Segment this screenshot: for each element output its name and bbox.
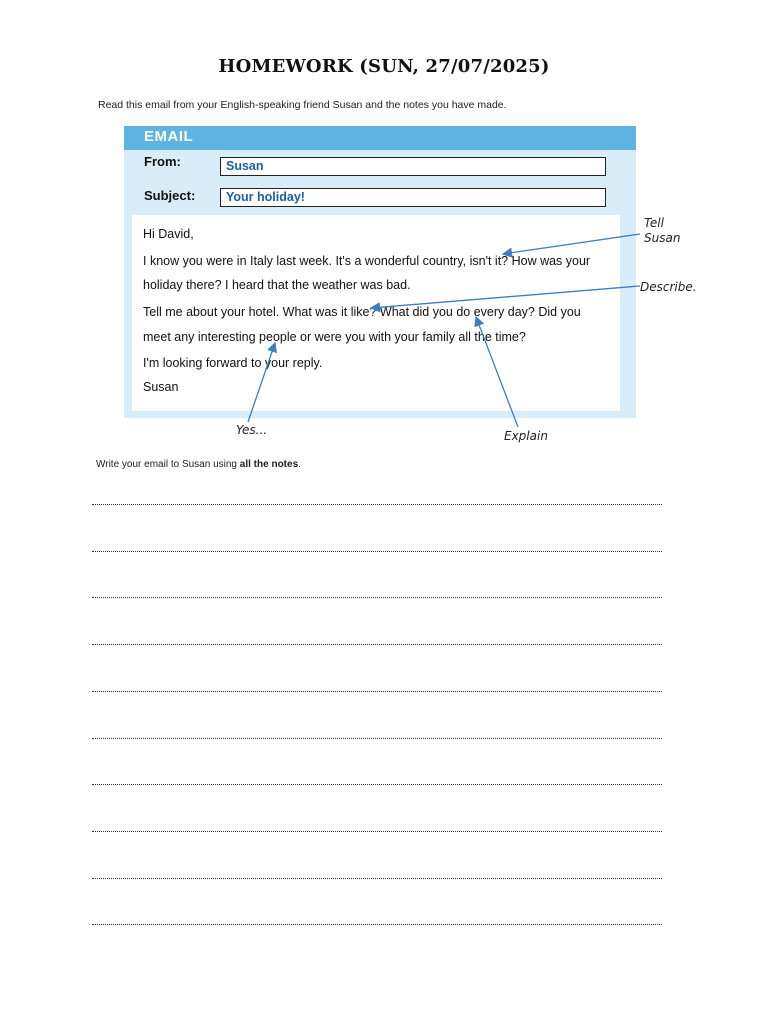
- page-title: HOMEWORK (SUN, 27/07/2025): [218, 56, 550, 77]
- email-body-line: I know you were in Italy last week. It's a wonderful country, isn't it? How was your: [143, 254, 591, 268]
- answer-line[interactable]: [92, 597, 662, 598]
- email-body-line: meet any interesting people or were you with your family all the time?: [143, 330, 526, 344]
- email-body-line: Hi David,: [143, 227, 194, 241]
- answer-line[interactable]: [92, 738, 662, 739]
- from-label: From:: [144, 154, 181, 169]
- answer-line[interactable]: [92, 784, 662, 785]
- from-value: Susan: [226, 159, 264, 173]
- instruction-text: [96, 459, 301, 470]
- answer-line[interactable]: [92, 878, 662, 879]
- arrow-yes: [248, 343, 275, 422]
- subject-value: Your holiday!: [226, 190, 305, 204]
- answer-line[interactable]: [92, 504, 662, 505]
- instruction-before: Write your email to Susan using: [96, 459, 240, 470]
- arrow-tell-susan: [503, 234, 640, 254]
- answer-line[interactable]: [92, 644, 662, 645]
- email-body-line: I'm looking forward to your reply.: [143, 356, 323, 370]
- note-describe: Describe.: [640, 280, 697, 294]
- instruction-after: .: [298, 459, 301, 470]
- arrow-explain: [476, 317, 518, 427]
- intro-text: Read this email from your English-speaking friend Susan and the notes you have made.: [98, 99, 507, 111]
- note-explain: Explain: [504, 429, 548, 443]
- note-tell: Tell: [644, 216, 664, 230]
- answer-line[interactable]: [92, 551, 662, 552]
- email-header-label: EMAIL: [144, 128, 194, 145]
- answer-line[interactable]: [92, 924, 662, 925]
- note-yes: Yes...: [236, 423, 268, 437]
- subject-label: Subject:: [144, 188, 196, 203]
- arrow-describe: [371, 286, 640, 308]
- answer-line[interactable]: [92, 831, 662, 832]
- email-body-line: Tell me about your hotel. What was it like? What did you do every day? Did you: [143, 305, 581, 319]
- note-susan: Susan: [644, 231, 681, 245]
- email-body-line: holiday there? I heard that the weather was bad.: [143, 278, 411, 292]
- instruction-bold: all the notes: [239, 459, 299, 470]
- answer-line[interactable]: [92, 691, 662, 692]
- email-body-line: Susan: [143, 380, 179, 394]
